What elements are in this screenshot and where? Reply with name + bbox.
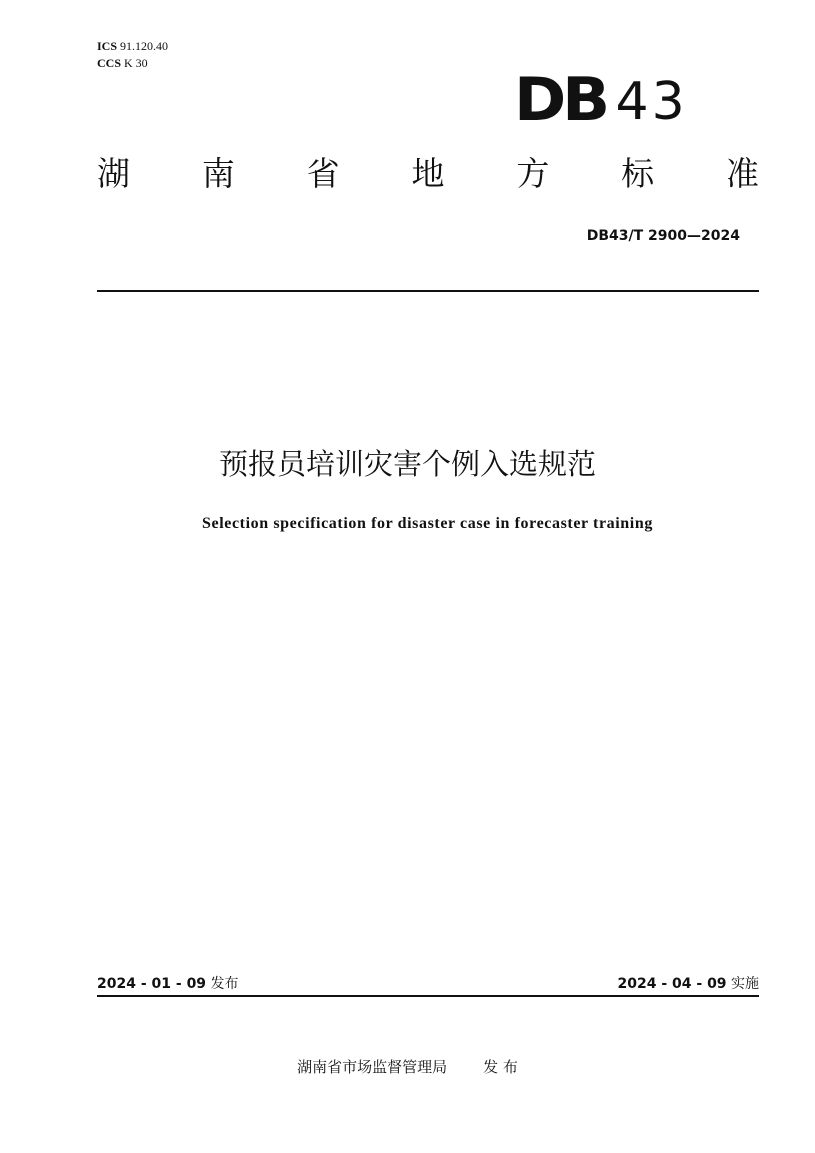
db-standard-mark [514,65,688,135]
implement-date-line [618,974,760,994]
document-title-chinese: 预报员培训灾害个例入选规范 [218,447,596,481]
ics-value: 91.120.40 [120,39,169,53]
issue-date: 2024 - 01 - 09 [97,976,207,992]
standard-type-char: 准 [725,154,759,193]
standard-type-char: 标 [621,154,655,193]
db-region-number: 43 [615,72,688,132]
classification-codes [97,38,168,72]
document-title-english: Selection specification for disaster case in forecaster training [202,515,653,532]
standard-type-char: 地 [411,154,445,193]
implement-date: 2024 - 04 - 09 [617,976,727,992]
ics-label: ICS [97,39,118,53]
ics-code [97,38,168,55]
issue-date-line [97,974,239,994]
standard-type-heading [97,152,759,196]
implement-label: 实施 [731,976,759,992]
issuer-name: 湖南省市场监督管理局 [297,1058,448,1076]
footer-divider [97,995,759,997]
ccs-code [97,55,168,72]
ccs-value: K 30 [124,56,148,70]
standard-type-char: 方 [516,154,550,193]
standard-type-char: 湖 [97,154,130,193]
issue-label: 发布 [210,976,239,992]
header-divider [97,290,759,292]
standard-number: DB43/T 2900—2024 [586,228,740,244]
standard-type-char: 省 [306,154,340,193]
issuing-authority [0,1057,815,1077]
issuer-action: 发 布 [483,1058,518,1076]
db-logo: DB [514,65,606,135]
ccs-label: CCS [97,56,122,70]
standard-type-char: 南 [201,154,235,193]
